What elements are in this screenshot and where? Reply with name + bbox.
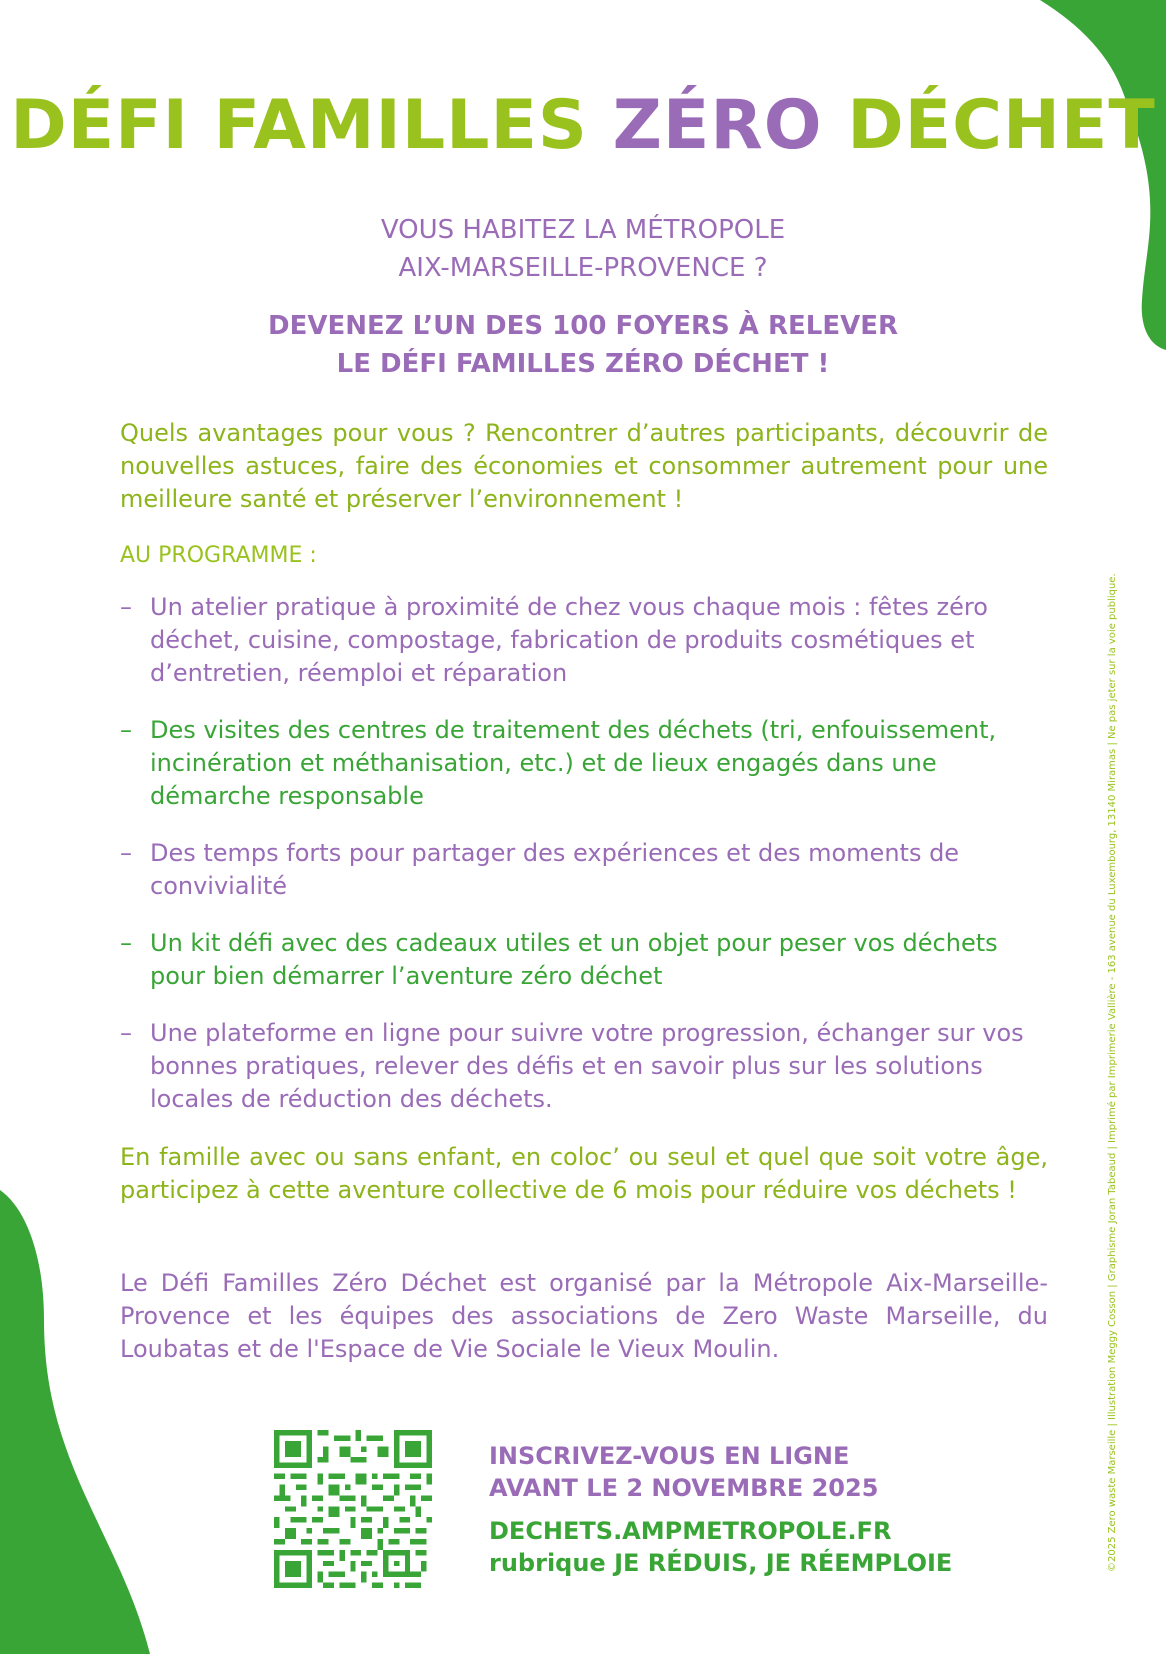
program-item bbox=[120, 591, 1048, 690]
bullet-dash: – bbox=[120, 716, 132, 744]
title-part-dechet: DÉCHET bbox=[822, 86, 1156, 165]
bottom-left-blob bbox=[0, 1190, 160, 1654]
top-right-blob bbox=[1040, 0, 1166, 350]
bullet-dash: – bbox=[120, 593, 132, 621]
program-item bbox=[120, 927, 1048, 993]
program-list bbox=[120, 591, 1048, 1140]
bullet-dash: – bbox=[120, 839, 132, 867]
program-item-text: Une plateforme en ligne pour suivre votre progression, échanger sur vos bonnes pratiques, relever des défis et en savoir plus sur les solutions locales de réduction des déchets. bbox=[150, 1019, 1024, 1113]
website-url-link[interactable]: DECHETS.AMPMETROPOLE.FR bbox=[489, 1517, 892, 1545]
program-item bbox=[120, 1017, 1048, 1116]
website-cta bbox=[489, 1515, 952, 1579]
title-part-defi-familles: DÉFI FAMILLES bbox=[10, 86, 613, 165]
title-part-zero: ZÉRO bbox=[612, 86, 823, 165]
website-rubric: rubrique JE RÉDUIS, JE RÉEMPLOIE bbox=[489, 1549, 953, 1577]
organizers-paragraph: Le Défi Familles Zéro Déchet est organisé par la Métropole Aix-Marseille-Provence et les équipes des associations de Zero Waste Marseille, du Loubatas et de l'Espace de Vie Sociale le Vieux Moulin. bbox=[120, 1269, 1048, 1363]
program-item bbox=[120, 714, 1048, 813]
program-item-text: Un kit défi avec des cadeaux utiles et un objet pour peser vos déchets pour bien démarrer l’aventure zéro déchet bbox=[150, 929, 998, 990]
cta-line-1: INSCRIVEZ-VOUS EN LIGNE bbox=[489, 1442, 850, 1470]
signup-cta bbox=[489, 1440, 878, 1504]
subtitle-line-4: LE DÉFI FAMILLES ZÉRO DÉCHET ! bbox=[336, 349, 830, 379]
qr-code-icon[interactable] bbox=[274, 1430, 432, 1592]
credits-vertical-text: ©2025 Zero waste Marseille | Illustration Meggy Cosson | Graphisme Joran Tabeaud | Imprimé par Imprimerie Vallière - 163 avenue du Luxembourg, 13140 Miramas | Ne pas jeter sur la voie publique. bbox=[1107, 573, 1118, 1572]
page-title bbox=[0, 86, 1166, 165]
program-item-text: Des temps forts pour partager des expériences et des moments de convivialité bbox=[150, 839, 960, 900]
subtitle-line-3: DEVENEZ L’UN DES 100 FOYERS À RELEVER bbox=[268, 311, 898, 341]
program-heading: AU PROGRAMME : bbox=[120, 543, 317, 568]
subtitle-line-2: AIX-MARSEILLE-PROVENCE ? bbox=[398, 253, 768, 283]
family-paragraph: En famille avec ou sans enfant, en coloc’ ou seul et quel que soit votre âge, participez à cette aventure collective de 6 mois pour réduire vos déchets ! bbox=[120, 1143, 1048, 1204]
subtitle-call bbox=[0, 307, 1166, 383]
bullet-dash: – bbox=[120, 1019, 132, 1047]
cta-line-2: AVANT LE 2 NOVEMBRE 2025 bbox=[489, 1474, 879, 1502]
intro-paragraph: Quels avantages pour vous ? Rencontrer d’autres participants, découvrir de nouvelles astuces, faire des économies et consommer autrement pour une meilleure santé et préserver l’environnement ! bbox=[120, 419, 1048, 513]
program-item-text: Des visites des centres de traitement des déchets (tri, enfouissement, incinération et méthanisation, etc.) et de lieux engagés dans une démarche responsable bbox=[150, 716, 997, 810]
subtitle-line-1: VOUS HABITEZ LA MÉTROPOLE bbox=[380, 215, 786, 245]
bullet-dash: – bbox=[120, 929, 132, 957]
program-item-text: Un atelier pratique à proximité de chez vous chaque mois : fêtes zéro déchet, cuisine, compostage, fabrication de produits cosmétiques et d’entretien, réemploi et réparation bbox=[150, 593, 988, 687]
program-item bbox=[120, 837, 1048, 903]
subtitle-question bbox=[0, 211, 1166, 287]
